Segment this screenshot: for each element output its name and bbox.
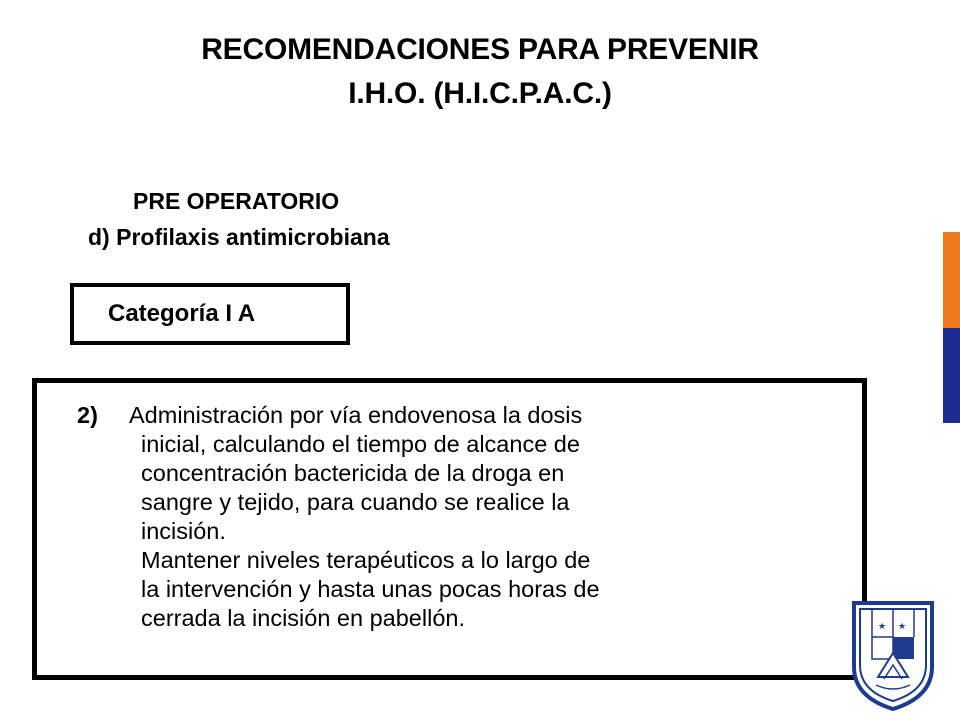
category-box [70,283,350,345]
svg-text:★: ★ [898,622,907,632]
item-text-line: la intervención y hasta unas pocas horas de [141,576,600,602]
accent-bar-blue [943,328,960,423]
slide-title [0,28,960,116]
item-text-line: cerrada la incisión en pabellón. [141,605,465,631]
slide-title-line-2: I.H.O. (H.I.C.P.A.C.) [348,77,612,110]
subsection-heading: d) Profilaxis antimicrobiana [88,224,390,250]
accent-bar-orange [943,232,960,329]
recommendation-box [32,378,867,680]
item-text-line: Mantener niveles terapéuticos a lo largo de [141,547,591,573]
item-number: 2) [77,402,98,428]
item-text-line: inicial, calculando el tiempo de alcance de [141,431,580,457]
slide-title-line-1: RECOMENDACIONES PARA PREVENIR [201,33,759,66]
item-text-line: incisión. [141,518,226,544]
section-heading: PRE OPERATORIO [133,188,340,214]
category-label: Categoría I A [108,300,256,327]
svg-text:★: ★ [878,622,887,632]
university-shield-logo-icon [848,597,938,713]
item-text-line: sangre y tejido, para cuando se realice la [141,489,570,515]
item-text-line: Administración por vía endovenosa la dosis [129,402,583,428]
item-text-line: concentración bactericida de la droga en [141,460,565,486]
